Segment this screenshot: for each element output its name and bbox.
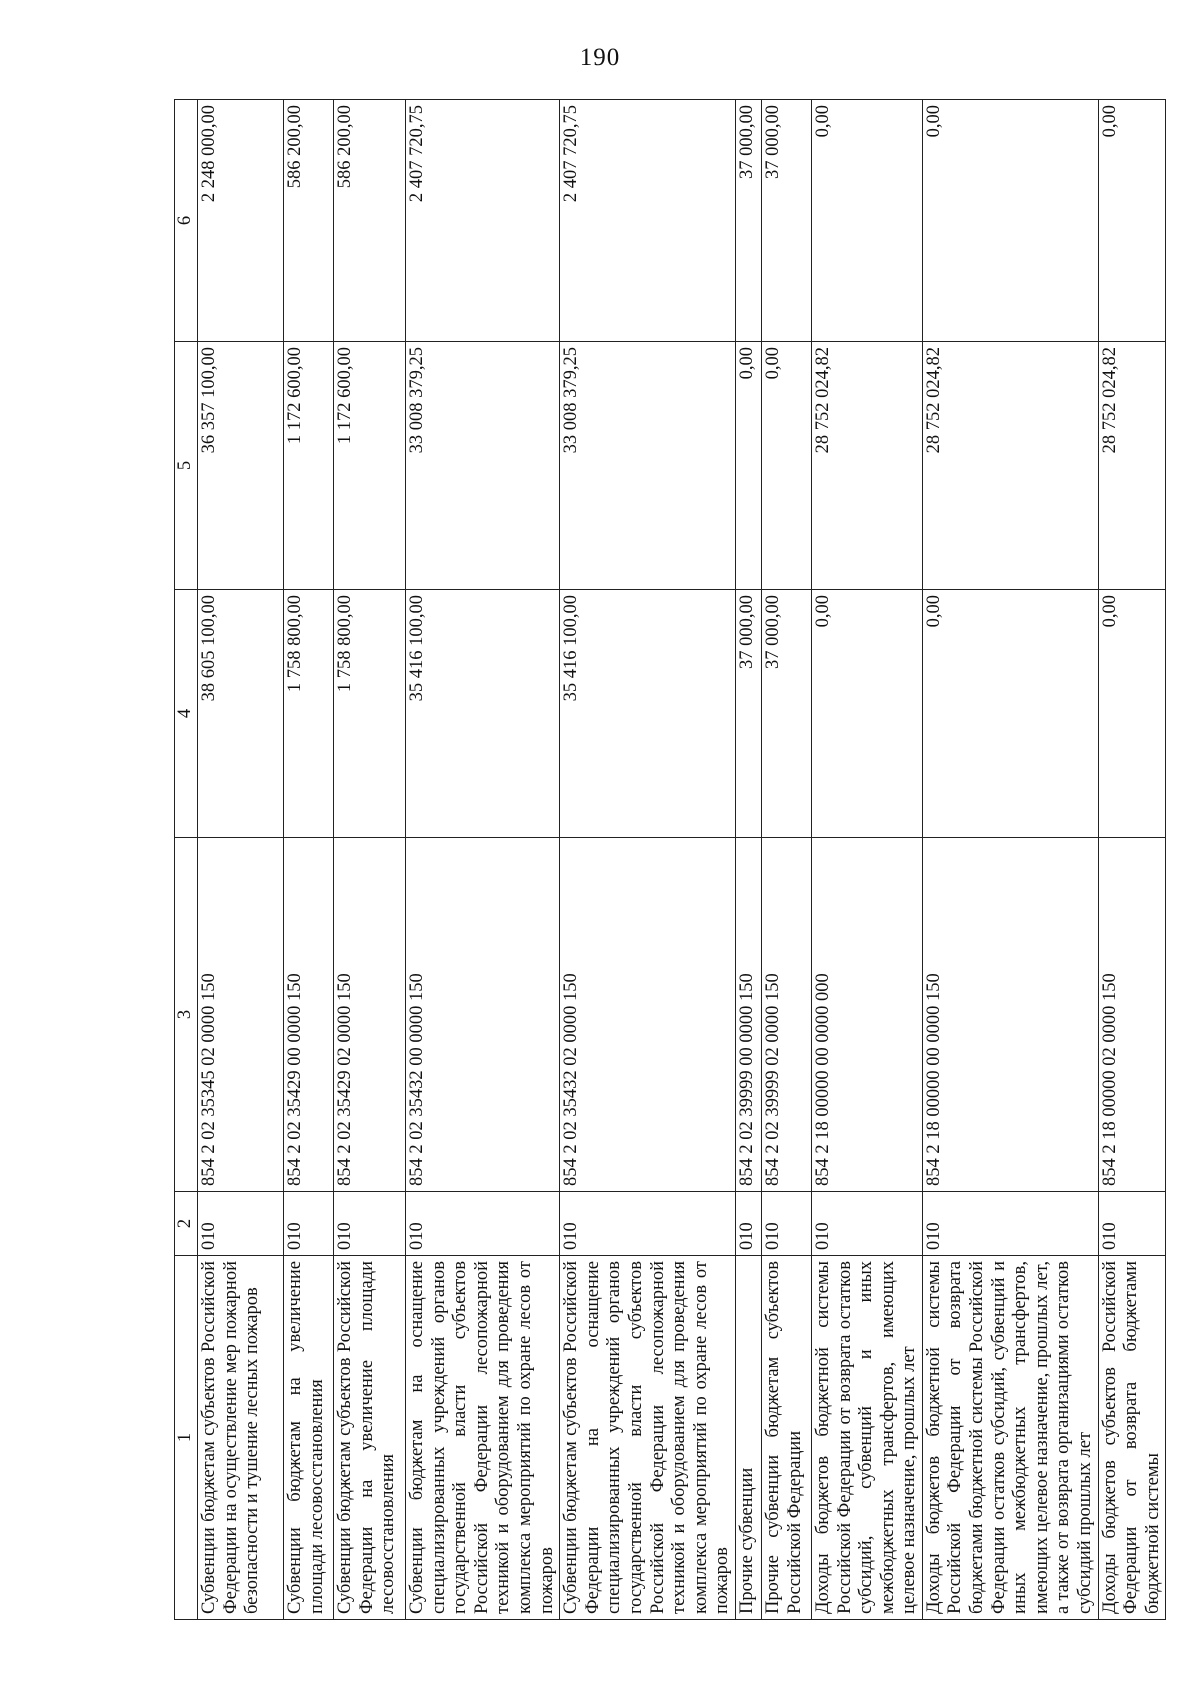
row-value-4: 37 000,00 bbox=[761, 590, 811, 838]
row-value-4: 35 416 100,00 bbox=[406, 590, 560, 838]
row-admin-code: 010 bbox=[560, 1192, 736, 1256]
row-budget-code: 854 2 02 35345 02 0000 150 bbox=[198, 838, 284, 1192]
row-budget-code: 854 2 02 35429 00 0000 150 bbox=[284, 838, 334, 1192]
row-value-6: 2 248 000,00 bbox=[198, 100, 284, 342]
row-budget-code: 854 2 18 00000 00 0000 150 bbox=[922, 838, 1098, 1192]
row-value-4: 35 416 100,00 bbox=[560, 590, 736, 838]
table-row bbox=[406, 100, 560, 1620]
row-name: Доходы бюджетов субъектов Российской Федерации от возврата бюджетами бюджетной системы bbox=[1098, 1256, 1166, 1620]
row-name: Субвенции бюджетам субъектов Российской Федерации на осуществление мер пожарной безопасности и тушение лесных пожаров bbox=[198, 1256, 284, 1620]
column-header: 1 bbox=[175, 1256, 198, 1620]
row-value-6: 0,00 bbox=[811, 100, 922, 342]
table-row bbox=[811, 100, 922, 1620]
row-value-6: 0,00 bbox=[922, 100, 1098, 342]
row-budget-code: 854 2 02 35432 00 0000 150 bbox=[406, 838, 560, 1192]
row-value-4: 38 605 100,00 bbox=[198, 590, 284, 838]
row-value-6: 586 200,00 bbox=[334, 100, 406, 342]
row-value-6: 37 000,00 bbox=[735, 100, 761, 342]
table-row bbox=[334, 100, 406, 1620]
page-number: 190 bbox=[579, 44, 621, 71]
row-name: Субвенции бюджетам на увеличение площади лесовосстановления bbox=[284, 1256, 334, 1620]
row-name: Прочие субвенции бюджетам субъектов Российской Федерации bbox=[761, 1256, 811, 1620]
row-admin-code: 010 bbox=[406, 1192, 560, 1256]
row-value-4: 1 758 800,00 bbox=[334, 590, 406, 838]
table-row bbox=[1098, 100, 1166, 1620]
row-value-4: 0,00 bbox=[1098, 590, 1166, 838]
row-value-6: 586 200,00 bbox=[284, 100, 334, 342]
row-budget-code: 854 2 02 39999 00 0000 150 bbox=[735, 838, 761, 1192]
row-admin-code: 010 bbox=[334, 1192, 406, 1256]
row-value-5: 1 172 600,00 bbox=[334, 342, 406, 590]
row-admin-code: 010 bbox=[922, 1192, 1098, 1256]
row-value-6: 0,00 bbox=[1098, 100, 1166, 342]
row-value-4: 0,00 bbox=[922, 590, 1098, 838]
row-budget-code: 854 2 18 00000 00 0000 000 bbox=[811, 838, 922, 1192]
row-budget-code: 854 2 18 00000 02 0000 150 bbox=[1098, 838, 1166, 1192]
table-row bbox=[198, 100, 284, 1620]
row-value-5: 28 752 024,82 bbox=[811, 342, 922, 590]
header-row bbox=[175, 100, 198, 1620]
row-name: Субвенции бюджетам на оснащение специализированных учреждений органов государственной власти субъектов Российской Федерации лесопожарной техникой и оборудованием для проведения комплекса мероприятий по охране лесов от пожаров bbox=[406, 1256, 560, 1620]
row-admin-code: 010 bbox=[198, 1192, 284, 1256]
table-row bbox=[761, 100, 811, 1620]
row-budget-code: 854 2 02 39999 02 0000 150 bbox=[761, 838, 811, 1192]
row-name: Субвенции бюджетам субъектов Российской Федерации на оснащение специализированных учреждений органов государственной власти субъектов Российской Федерации лесопожарной техникой и оборудованием для проведения комплекса мероприятий по охране лесов от пожаров bbox=[560, 1256, 736, 1620]
row-admin-code: 010 bbox=[811, 1192, 922, 1256]
row-value-6: 37 000,00 bbox=[761, 100, 811, 342]
row-name: Доходы бюджетов бюджетной системы Российской Федерации от возврата остатков субсидий, субвенций и иных межбюджетных трансфертов, имеющих целевое назначение, прошлых лет bbox=[811, 1256, 922, 1620]
row-value-5: 28 752 024,82 bbox=[1098, 342, 1166, 590]
row-value-5: 36 357 100,00 bbox=[198, 342, 284, 590]
row-admin-code: 010 bbox=[1098, 1192, 1166, 1256]
column-header: 3 bbox=[175, 838, 198, 1192]
row-value-5: 0,00 bbox=[735, 342, 761, 590]
column-header: 5 bbox=[175, 342, 198, 590]
row-name: Субвенции бюджетам субъектов Российской Федерации на увеличение площади лесовосстановления bbox=[334, 1256, 406, 1620]
column-header: 2 bbox=[175, 1192, 198, 1256]
table-row bbox=[560, 100, 736, 1620]
table-row bbox=[735, 100, 761, 1620]
row-admin-code: 010 bbox=[761, 1192, 811, 1256]
row-value-5: 1 172 600,00 bbox=[284, 342, 334, 590]
row-value-5: 33 008 379,25 bbox=[406, 342, 560, 590]
rotated-table-wrapper bbox=[174, 100, 1163, 1620]
row-name: Прочие субвенции bbox=[735, 1256, 761, 1620]
row-budget-code: 854 2 02 35429 02 0000 150 bbox=[334, 838, 406, 1192]
row-admin-code: 010 bbox=[735, 1192, 761, 1256]
row-value-4: 0,00 bbox=[811, 590, 922, 838]
row-value-5: 0,00 bbox=[761, 342, 811, 590]
row-value-4: 37 000,00 bbox=[735, 590, 761, 838]
row-value-5: 33 008 379,25 bbox=[560, 342, 736, 590]
row-value-6: 2 407 720,75 bbox=[406, 100, 560, 342]
row-budget-code: 854 2 02 35432 02 0000 150 bbox=[560, 838, 736, 1192]
row-admin-code: 010 bbox=[284, 1192, 334, 1256]
row-value-4: 1 758 800,00 bbox=[284, 590, 334, 838]
row-value-5: 28 752 024,82 bbox=[922, 342, 1098, 590]
column-header: 6 bbox=[175, 100, 198, 342]
column-header: 4 bbox=[175, 590, 198, 838]
table-row bbox=[284, 100, 334, 1620]
row-name: Доходы бюджетов бюджетной системы Российской Федерации от возврата бюджетами бюджетной системы Российской Федерации остатков субсидий, субвенций и иных межбюджетных трансфертов, имеющих целевое назначение, прошлых лет, а также от возврата организациями остатков субсидий прошлых лет bbox=[922, 1256, 1098, 1620]
row-value-6: 2 407 720,75 bbox=[560, 100, 736, 342]
budget-table bbox=[174, 99, 1166, 1620]
table-row bbox=[922, 100, 1098, 1620]
